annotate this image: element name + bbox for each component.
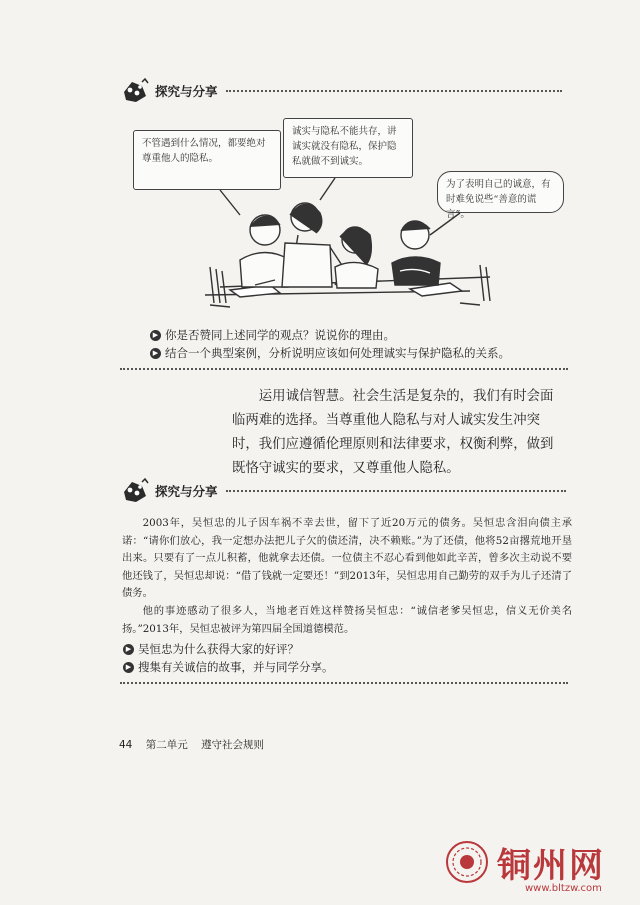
story-paragraph-1: 2003年，吴恒忠的儿子因车祸不幸去世，留下了近20万元的债务。吴恒忠含泪向债主承诺：“请你们放心，我一定想办法把儿子欠的债还清，决不赖账。”为了还债，他将52亩撂荒地开垦出来。只要有了一点儿积蓄，他就拿去还债。一位债主不忍心看到他如此辛苦，曾多次主动说不要他还钱了，吴恒忠却说：“借了钱就一定要还！”到2013年，吴恒忠用自己勤劳的双手为儿子还清了债务。 bbox=[122, 517, 572, 600]
question-1 bbox=[150, 327, 395, 343]
unit-title: 遵守社会规则 bbox=[201, 739, 265, 751]
page-number: 44 bbox=[119, 739, 133, 751]
watermark-title: 铜州网 bbox=[497, 846, 605, 886]
question-2 bbox=[150, 345, 510, 361]
story-text bbox=[122, 515, 572, 638]
arrow-icon: ▶ bbox=[150, 330, 161, 341]
section-end-divider bbox=[120, 682, 568, 684]
explore-share-icon bbox=[120, 78, 150, 104]
question-3 bbox=[123, 641, 299, 657]
section-divider bbox=[226, 90, 562, 92]
section-header-1 bbox=[120, 78, 562, 104]
section-divider bbox=[226, 490, 566, 492]
unit-label: 第二单元 bbox=[145, 739, 188, 751]
students-illustration bbox=[130, 175, 570, 315]
bubble-text: 诚实与隐私不能共存，讲诚实就没有隐私，保护隐私就做不到诚实。 bbox=[292, 126, 397, 167]
section-title: 探究与分享 bbox=[155, 84, 218, 99]
question-text: 吴恒忠为什么获得大家的好评？ bbox=[138, 642, 299, 656]
bubble-text: 不管遇到什么情况，都要绝对尊重他人的隐私。 bbox=[142, 138, 266, 164]
section-end-divider bbox=[120, 368, 568, 370]
bubble-text: 为了表明自己的诚意，有时难免说些“善意的谎言”。 bbox=[446, 179, 551, 220]
explore-share-icon bbox=[120, 478, 150, 504]
watermark-url: www.bltzw.com bbox=[525, 883, 602, 894]
question-4 bbox=[123, 659, 334, 675]
question-text: 你是否赞同上述同学的观点？说说你的理由。 bbox=[165, 328, 395, 342]
arrow-icon: ▶ bbox=[123, 662, 134, 673]
main-paragraph: 运用诚信智慧。社会生活是复杂的，我们有时会面临两难的选择。当尊重他人隐私与对人诚实发生冲突时，我们应遵循伦理原则和法律要求，权衡利弊，做到既恪守诚实的要求，又尊重他人隐私。 bbox=[232, 389, 554, 476]
question-text: 结合一个典型案例，分析说明应该如何处理诚实与保护隐私的关系。 bbox=[165, 346, 510, 360]
section-header-2 bbox=[120, 478, 566, 504]
arrow-icon: ▶ bbox=[123, 644, 134, 655]
section-title: 探究与分享 bbox=[155, 484, 218, 499]
speech-bubble-2 bbox=[283, 118, 413, 178]
question-text: 搜集有关诚信的故事，并与同学分享。 bbox=[138, 660, 334, 674]
watermark bbox=[445, 838, 630, 898]
story-paragraph-2: 他的事迹感动了很多人，当地老百姓这样赞扬吴恒忠：“诚信老爹吴恒忠，信义无价美名扬。”2013年，吴恒忠被评为第四届全国道德模范。 bbox=[122, 604, 572, 635]
page-footer bbox=[119, 737, 274, 752]
watermark-logo-icon bbox=[445, 840, 489, 884]
arrow-icon: ▶ bbox=[150, 348, 161, 359]
